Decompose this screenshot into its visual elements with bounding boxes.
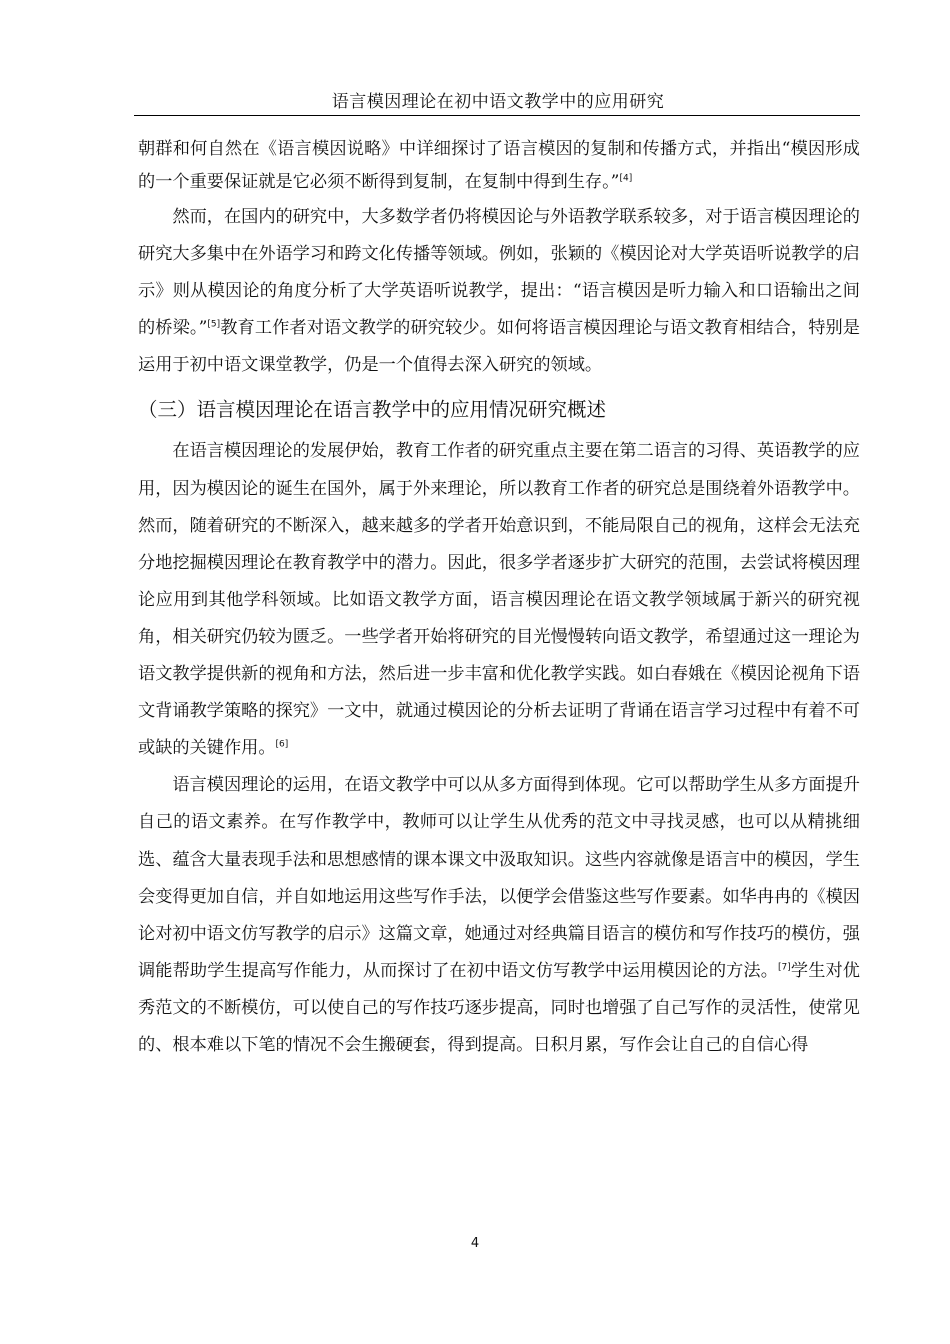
paragraph-text: 教育工作者对语文教学的研究较少。如何将语言模因理论与语文教育相结合，特别是运用于初中语文课堂教学，仍是一个值得去深入研究的领域。: [138, 318, 860, 376]
header-rule: [134, 115, 860, 116]
paragraph-text: 在语言模因理论的发展伊始，教育工作者的研究重点主要在第二语言的习得、英语教学的应用，因为模因论的诞生在国外，属于外来理论，所以教育工作者的研究总是围绕着外语教学中。然而，随着研究的不断深入，越来越多的学者开始意识到，不能局限自己的视角，这样会无法充分地挖掘模因理论在教育教学中的潜力。因此，很多学者逐步扩大研究的范围，去尝试将模因理论应用到其他学科领域。比如语文教学方面，语言模因理论在语文教学领域属于新兴的研究视角，相关研究仍较为匮乏。一些学者开始将研究的目光慢慢转向语文教学，希望通过这一理论为语文教学提供新的视角和方法，然后进一步丰富和优化教学实践。如白春娥在《模因论视角下语文背诵教学策略的探究》一文中，就通过模因论的分析去证明了背诵在语言学习过程中有着不可或缺的关键作用。: [138, 441, 860, 759]
paragraph-continued: [138, 133, 860, 199]
page-number: 4: [470, 1236, 480, 1251]
citation-ref: [7]: [778, 962, 791, 973]
body-text: [138, 133, 860, 1064]
paragraph-text: 语言模因理论的运用，在语文教学中可以从多方面得到体现。它可以帮助学生从多方面提升自己的语文素养。在写作教学中，教师可以让学生从优秀的范文中寻找灵感，也可以从精挑细选、蕴含大量表现手法和思想感情的课本课文中汲取知识。这些内容就像是语言中的模因，学生会变得更加自信，并自如地运用这些写作手法，以便学会借鉴这些写作要素。如华冉冉的《模因论对初中语文仿写教学的启示》这篇文章，她通过对经典篇目语言的模仿和写作技巧的模仿，强调能帮助学生提高写作能力，从而探讨了在初中语文仿写教学中运用模因论的方法。: [138, 775, 860, 981]
running-header: 语言模因理论在初中语文教学中的应用研究: [331, 92, 665, 112]
citation-ref: [5]: [207, 319, 221, 330]
citation-ref: [4]: [619, 173, 633, 184]
paragraph: [138, 199, 860, 384]
paragraph-text: 学生对优秀范文的不断模仿，可以使自己的写作技巧逐步提高，同时也增强了自己写作的灵活性，使常见的、根本难以下笔的情况不会生搬硬套，得到提高。日积月累，写作会让自己的自信心得: [138, 960, 860, 1055]
citation-ref: [6]: [275, 739, 289, 750]
section-heading: （三）语言模因理论在语言教学中的应用情况研究概述: [138, 398, 607, 422]
paragraph-text: 然而，在国内的研究中，大多数学者仍将模因论与外语教学联系较多，对于语言模因理论的研究大多集中在外语学习和跨文化传播等领域。例如，张颖的《模因论对大学英语听说教学的启示》则从模因论的角度分析了大学英语听说教学，提出：“语言模因是听力输入和口语输出之间的桥梁。”: [138, 207, 860, 339]
paragraph-text: 朝群和何自然在《语言模因说略》中详细探讨了语言模因的复制和传播方式，并指出“模因形成的一个重要保证就是它必须不断得到复制，在复制中得到生存。”: [138, 139, 860, 192]
paragraph: [138, 767, 860, 1064]
paragraph: [138, 433, 860, 767]
